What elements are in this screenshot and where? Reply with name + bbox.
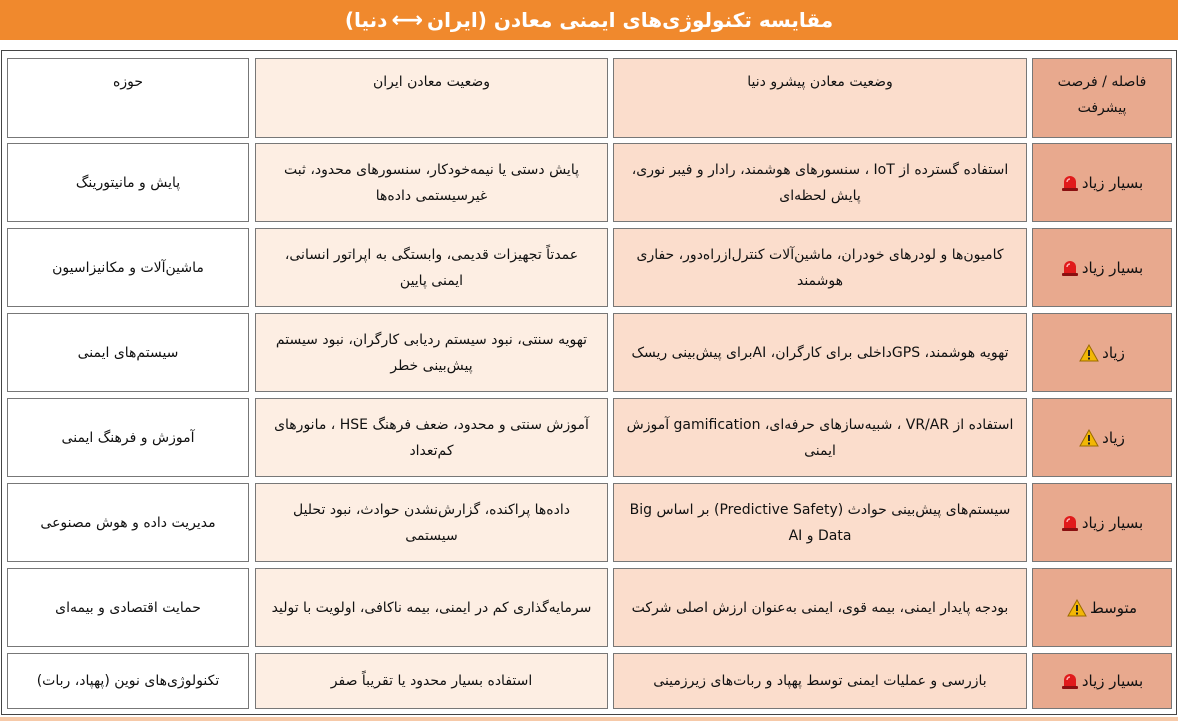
row-iran-status: آموزش سنتی و محدود، ضعف فرهنگ HSE ، مانورهای کم‌تعداد xyxy=(255,398,608,477)
row-gap xyxy=(1032,313,1172,392)
row-iran-status: استفاده بسیار محدود یا تقریباً صفر xyxy=(255,653,608,709)
bottom-divider xyxy=(0,717,1178,721)
warning-icon xyxy=(1079,429,1099,447)
header-world xyxy=(613,58,1027,138)
row-gap xyxy=(1032,228,1172,307)
siren-icon xyxy=(1061,514,1079,532)
row-gap xyxy=(1032,568,1172,647)
header-world-label: وضعیت معادن پیشرو دنیا xyxy=(747,74,893,90)
row-domain: آموزش و فرهنگ ایمنی xyxy=(7,398,249,477)
double-arrow-icon: ⟷ xyxy=(391,7,423,33)
row-gap xyxy=(1032,653,1172,709)
row-domain: حمایت اقتصادی و بیمه‌ای xyxy=(7,568,249,647)
title-right: دنیا) xyxy=(344,8,388,32)
gap-level: زیاد xyxy=(1102,428,1125,447)
warning-icon xyxy=(1067,599,1087,617)
row-world-status: بودجه پایدار ایمنی، بیمه قوی، ایمنی به‌عنوان ارزش اصلی شرکت xyxy=(613,568,1027,647)
header-domain-label: حوزه xyxy=(113,74,143,90)
row-iran-status: پایش دستی یا نیمه‌خودکار، سنسورهای محدود، ثبت غیرسیستمی داده‌ها xyxy=(255,143,608,222)
row-iran-status: سرمایه‌گذاری کم در ایمنی، بیمه ناکافی، اولویت با تولید xyxy=(255,568,608,647)
row-gap xyxy=(1032,483,1172,562)
header-iran-label: وضعیت معادن ایران xyxy=(373,74,490,90)
row-iran-status: عمدتاً تجهیزات قدیمی، وابستگی به اپراتور انسانی، ایمنی پایین xyxy=(255,228,608,307)
row-domain: ماشین‌آلات و مکانیزاسیون xyxy=(7,228,249,307)
gap-level: بسیار زیاد xyxy=(1081,173,1144,192)
warning-icon xyxy=(1079,344,1099,362)
row-world-status: بازرسی و عملیات ایمنی توسط پهپاد و ربات‌های زیرزمینی xyxy=(613,653,1027,709)
row-iran-status: داده‌ها پراکنده، گزارش‌نشدن حوادث، نبود تحلیل سیستمی xyxy=(255,483,608,562)
gap-level: بسیار زیاد xyxy=(1081,258,1144,277)
gap-level: زیاد xyxy=(1102,343,1125,362)
row-iran-status: تهویه سنتی، نبود سیستم ردیابی کارگران، نبود سیستم پیش‌بینی خطر xyxy=(255,313,608,392)
row-domain: مدیریت داده و هوش مصنوعی xyxy=(7,483,249,562)
page-title xyxy=(0,0,1178,40)
header-domain xyxy=(7,58,249,138)
header-iran xyxy=(255,58,608,138)
row-world-status: استفاده گسترده از IoT ، سنسورهای هوشمند، رادار و فیبر نوری، پایش لحظه‌ای xyxy=(613,143,1027,222)
row-domain: تکنولوژی‌های نوین (پهپاد، ربات) xyxy=(7,653,249,709)
gap-level: متوسط xyxy=(1089,598,1138,617)
gap-level: بسیار زیاد xyxy=(1081,672,1144,690)
row-domain: پایش و مانیتورینگ xyxy=(7,143,249,222)
row-world-status: کامیون‌ها و لودرهای خودران، ماشین‌آلات کنترل‌ازراه‌دور، حفاری هوشمند xyxy=(613,228,1027,307)
siren-icon xyxy=(1061,672,1079,690)
row-gap xyxy=(1032,143,1172,222)
header-gap-label: فاصله / فرصت پیشرفت xyxy=(1057,74,1147,116)
row-domain: سیستم‌های ایمنی xyxy=(7,313,249,392)
gap-level: بسیار زیاد xyxy=(1081,513,1144,532)
title-left: مقایسه تکنولوژی‌های ایمنی معادن (ایران xyxy=(427,8,834,32)
siren-icon xyxy=(1061,259,1079,277)
row-world-status: استفاده از VR/AR ، شبیه‌سازهای حرفه‌ای، gamification آموزش ایمنی xyxy=(613,398,1027,477)
siren-icon xyxy=(1061,174,1079,192)
row-world-status: تهویه هوشمند، GPSداخلی برای کارگران، AIبرای پیش‌بینی ریسک xyxy=(613,313,1027,392)
header-gap xyxy=(1032,58,1172,138)
row-world-status: سیستم‌های پیش‌بینی حوادث (Predictive Safety) بر اساس Big Data و AI xyxy=(613,483,1027,562)
row-gap xyxy=(1032,398,1172,477)
